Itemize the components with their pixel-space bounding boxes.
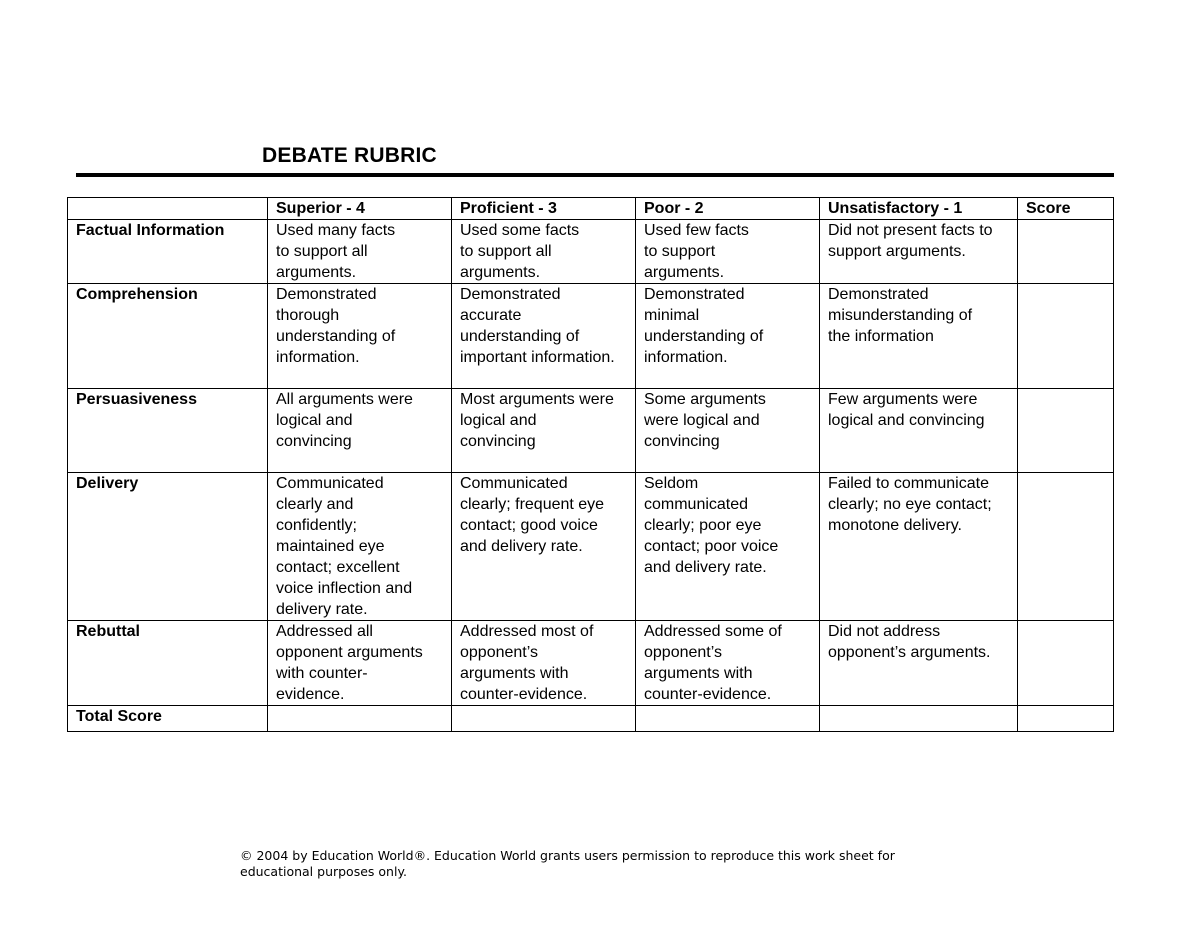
poor-cell: Demonstrated minimal understanding of information. (636, 284, 820, 389)
poor-cell: Addressed some of opponent’s arguments with counter-evidence. (636, 621, 820, 706)
total-score-label: Total Score (68, 706, 268, 732)
score-cell (1018, 473, 1114, 621)
score-cell (1018, 220, 1114, 284)
proficient-cell: Most arguments were logical and convincing (452, 389, 636, 473)
rubric-table (67, 197, 1114, 732)
superior-cell: Communicated clearly and confidently; maintained eye contact; excellent voice inflection and delivery rate. (268, 473, 452, 621)
unsatisfactory-cell: Did not address opponent’s arguments. (820, 621, 1018, 706)
criterion-label: Rebuttal (68, 621, 268, 706)
row-persuasiveness (68, 389, 1114, 473)
header-unsatisfactory: Unsatisfactory - 1 (820, 198, 1018, 220)
title-rule (76, 173, 1114, 177)
header-proficient: Proficient - 3 (452, 198, 636, 220)
unsatisfactory-cell: Failed to communicate clearly; no eye contact; monotone delivery. (820, 473, 1018, 621)
total-unsatisfactory-cell (820, 706, 1018, 732)
header-poor: Poor - 2 (636, 198, 820, 220)
rubric-title: DEBATE RUBRIC (262, 144, 437, 167)
poor-cell: Seldom communicated clearly; poor eye contact; poor voice and delivery rate. (636, 473, 820, 621)
row-comprehension (68, 284, 1114, 389)
copyright-footer (240, 848, 940, 879)
header-row (68, 198, 1114, 220)
criterion-label: Persuasiveness (68, 389, 268, 473)
row-factual-information (68, 220, 1114, 284)
unsatisfactory-cell: Did not present facts to support arguments. (820, 220, 1018, 284)
score-cell (1018, 284, 1114, 389)
row-delivery (68, 473, 1114, 621)
superior-cell: All arguments were logical and convincing (268, 389, 452, 473)
unsatisfactory-cell: Few arguments were logical and convincing (820, 389, 1018, 473)
header-criterion (68, 198, 268, 220)
score-cell (1018, 389, 1114, 473)
criterion-label: Comprehension (68, 284, 268, 389)
total-superior-cell (268, 706, 452, 732)
header-superior: Superior - 4 (268, 198, 452, 220)
footer-line-2: educational purposes only. (240, 864, 408, 879)
proficient-cell: Demonstrated accurate understanding of important information. (452, 284, 636, 389)
header-score: Score (1018, 198, 1114, 220)
criterion-label: Delivery (68, 473, 268, 621)
proficient-cell: Addressed most of opponent’s arguments with counter-evidence. (452, 621, 636, 706)
proficient-cell: Communicated clearly; frequent eye contact; good voice and delivery rate. (452, 473, 636, 621)
score-cell (1018, 621, 1114, 706)
poor-cell: Some arguments were logical and convincing (636, 389, 820, 473)
superior-cell: Addressed all opponent arguments with counter- evidence. (268, 621, 452, 706)
total-poor-cell (636, 706, 820, 732)
row-rebuttal (68, 621, 1114, 706)
criterion-label: Factual Information (68, 220, 268, 284)
superior-cell: Demonstrated thorough understanding of information. (268, 284, 452, 389)
row-total-score (68, 706, 1114, 732)
total-proficient-cell (452, 706, 636, 732)
superior-cell: Used many facts to support all arguments. (268, 220, 452, 284)
proficient-cell: Used some facts to support all arguments. (452, 220, 636, 284)
total-score-cell (1018, 706, 1114, 732)
unsatisfactory-cell: Demonstrated misunderstanding of the information (820, 284, 1018, 389)
footer-line-1: © 2004 by Education World®. Education World grants users permission to reproduce this work sheet for (240, 848, 895, 863)
poor-cell: Used few facts to support arguments. (636, 220, 820, 284)
